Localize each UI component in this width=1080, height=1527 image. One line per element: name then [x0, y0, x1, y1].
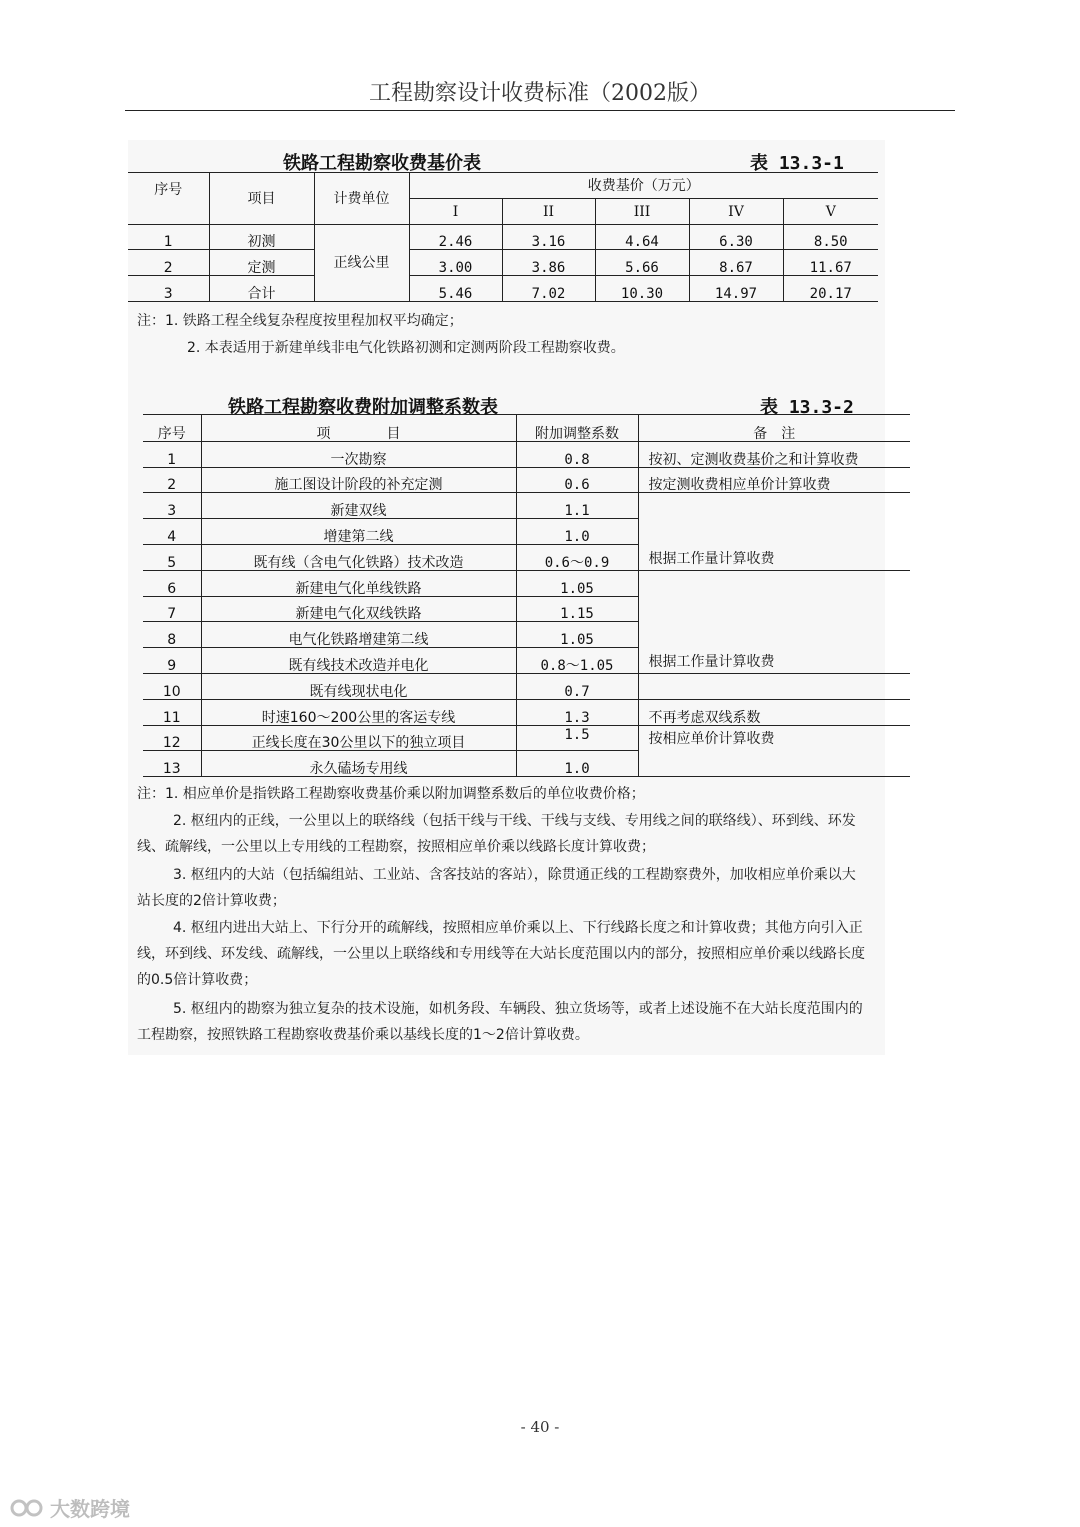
- running-header: 工程勘察设计收费标准（2002版）: [369, 81, 711, 106]
- row-item: 永久磕场专用线: [201, 751, 516, 777]
- row-item: 既有线现状电化: [201, 674, 516, 700]
- row-item: 施工图设计阶段的补充定测: [201, 468, 516, 493]
- table1-note-1: 注：1. 铁路工程全线复杂程度按里程加权平均确定；: [137, 313, 463, 329]
- row-seq: 10: [143, 674, 201, 700]
- row-coefficient: 0.8: [516, 442, 638, 468]
- price-cell: 5.46: [409, 276, 502, 302]
- row-seq: 9: [143, 648, 201, 674]
- row-seq: 2: [128, 250, 209, 276]
- grade-header: I: [409, 199, 502, 225]
- table2-note-2: 2. 枢纽内的正线，一公里以上的联络线（包括干线与干线、干线与支线、专用线之间的联络线）、环到线、环发线、疏解线，一公里以上专用线的工程勘察，按照相应单价乘以线路长度计算收费；: [137, 813, 856, 855]
- row-item: 正线长度在30公里以下的独立项目: [201, 726, 516, 751]
- row-seq: 1: [128, 225, 209, 250]
- table2-note-3: 3. 枢纽内的大站（包括编组站、工业站、含客技站的客站），除贯通正线的工程勘察费外，加收相应单价乘以大站长度的2倍计算收费；: [137, 867, 856, 909]
- row-seq: 4: [143, 519, 201, 545]
- row-item: 新建电气化单线铁路: [201, 571, 516, 597]
- grade-header: IV: [689, 199, 783, 225]
- row-seq: 6: [143, 571, 201, 597]
- row-seq: 12: [143, 726, 201, 751]
- row-coefficient: 1.05: [516, 622, 638, 648]
- table1-caption: 铁路工程勘察收费基价表: [283, 153, 481, 174]
- price-cell: 3.00: [409, 250, 502, 276]
- row-remark: 按定测收费相应单价计算收费: [638, 468, 910, 493]
- table2-caption: 铁路工程勘察收费附加调整系数表: [228, 397, 498, 418]
- price-cell: 8.50: [783, 225, 878, 250]
- price-cell: 7.02: [502, 276, 595, 302]
- row-coefficient: 0.7: [516, 674, 638, 700]
- row-seq: 2: [143, 468, 201, 493]
- table2-note-4: 4. 枢纽内进出大站上、下行分开的疏解线，按照相应单价乘以上、下行线路长度之和计算收费；其他方向引入正线，环到线、环发线、疏解线，一公里以上联络线和专用线等在大站长度范围以内的部分，按照相应单价乘以线路长度的0.5倍计算收费；: [137, 920, 865, 988]
- row-remark: 根据工作量计算收费: [638, 493, 910, 571]
- price-cell: 8.67: [689, 250, 783, 276]
- row-coefficient: 0.6: [516, 468, 638, 493]
- row-coefficient: 1.05: [516, 571, 638, 597]
- row-item: 定测: [209, 250, 314, 276]
- watermark: [10, 1493, 130, 1522]
- row-remark: 不再考虑双线系数: [638, 700, 910, 726]
- row-seq: 1: [143, 442, 201, 468]
- row-seq: 7: [143, 597, 201, 622]
- row-remark: 按初、定测收费基价之和计算收费: [638, 442, 910, 468]
- header-seq: 序号: [143, 415, 201, 442]
- table2-note-1: 注：1. 相应单价是指铁路工程勘察收费基价乘以附加调整系数后的单位收费价格；: [137, 786, 645, 802]
- row-item: 初测: [209, 225, 314, 250]
- row-remark: 根据工作量计算收费: [638, 571, 910, 674]
- header-coefficient: 附加调整系数: [516, 415, 638, 442]
- price-cell: 11.67: [783, 250, 878, 276]
- grade-header: II: [502, 199, 595, 225]
- base-price-table: [128, 172, 878, 302]
- row-item: 新建双线: [201, 493, 516, 519]
- row-coefficient: 0.6～0.9: [516, 545, 638, 571]
- grade-header: V: [783, 199, 878, 225]
- price-cell: 3.16: [502, 225, 595, 250]
- row-remark: 按相应单价计算收费: [638, 726, 910, 777]
- row-seq: 5: [143, 545, 201, 571]
- header-unit: 计费单位: [314, 173, 409, 225]
- table1-note-2: 2. 本表适用于新建单线非电气化铁路初测和定测两阶段工程勘察收费。: [187, 340, 625, 356]
- price-cell: 4.64: [595, 225, 689, 250]
- price-cell: 5.66: [595, 250, 689, 276]
- row-coefficient: 1.1: [516, 493, 638, 519]
- watermark-text: 大数跨境: [50, 1497, 130, 1521]
- row-item: 一次勘察: [201, 442, 516, 468]
- row-item: 合计: [209, 276, 314, 302]
- row-remark: [638, 674, 910, 700]
- row-item: 增建第二线: [201, 519, 516, 545]
- page-number: - 40 -: [520, 1418, 560, 1436]
- price-cell: 20.17: [783, 276, 878, 302]
- row-coefficient: 1.0: [516, 751, 638, 777]
- table1-number: 表 13.3-1: [750, 153, 844, 174]
- row-item: 时速160～200公里的客运专线: [201, 700, 516, 726]
- row-coefficient: 1.15: [516, 597, 638, 622]
- row-coefficient: 0.8～1.05: [516, 648, 638, 674]
- row-item: 新建电气化双线铁路: [201, 597, 516, 622]
- price-cell: 6.30: [689, 225, 783, 250]
- row-coefficient: 1.3: [516, 700, 638, 726]
- adjustment-coefficient-table: [143, 414, 910, 777]
- row-seq: 8: [143, 622, 201, 648]
- row-seq: 13: [143, 751, 201, 777]
- row-item: 既有线（含电气化铁路）技术改造: [201, 545, 516, 571]
- price-cell: 14.97: [689, 276, 783, 302]
- row-coefficient: 1.0: [516, 519, 638, 545]
- row-seq: 11: [143, 700, 201, 726]
- watermark-logo-icon: [10, 1497, 44, 1519]
- price-cell: 2.46: [409, 225, 502, 250]
- header-remark: 备 注: [638, 415, 910, 442]
- header-seq: 序号: [128, 173, 209, 225]
- header-item: 项 目: [201, 415, 516, 442]
- row-seq: 3: [128, 276, 209, 302]
- table2-number: 表 13.3-2: [760, 397, 854, 418]
- price-cell: 10.30: [595, 276, 689, 302]
- price-cell: 3.86: [502, 250, 595, 276]
- row-seq: 3: [143, 493, 201, 519]
- row-item: 既有线技术改造并电化: [201, 648, 516, 674]
- grade-header: III: [595, 199, 689, 225]
- header-item: 项目: [209, 173, 314, 225]
- row-coefficient: 1.5: [516, 726, 638, 751]
- unit-cell: 正线公里: [314, 225, 409, 302]
- header-rule: [125, 110, 955, 111]
- row-item: 电气化铁路增建第二线: [201, 622, 516, 648]
- header-base-price: 收费基价（万元）: [409, 173, 878, 199]
- table2-note-5: 5. 枢纽内的勘察为独立复杂的技术设施，如机务段、车辆段、独立货场等，或者上述设施不在大站长度范围内的工程勘察，按照铁路工程勘察收费基价乘以基线长度的1～2倍计算收费。: [137, 1001, 863, 1043]
